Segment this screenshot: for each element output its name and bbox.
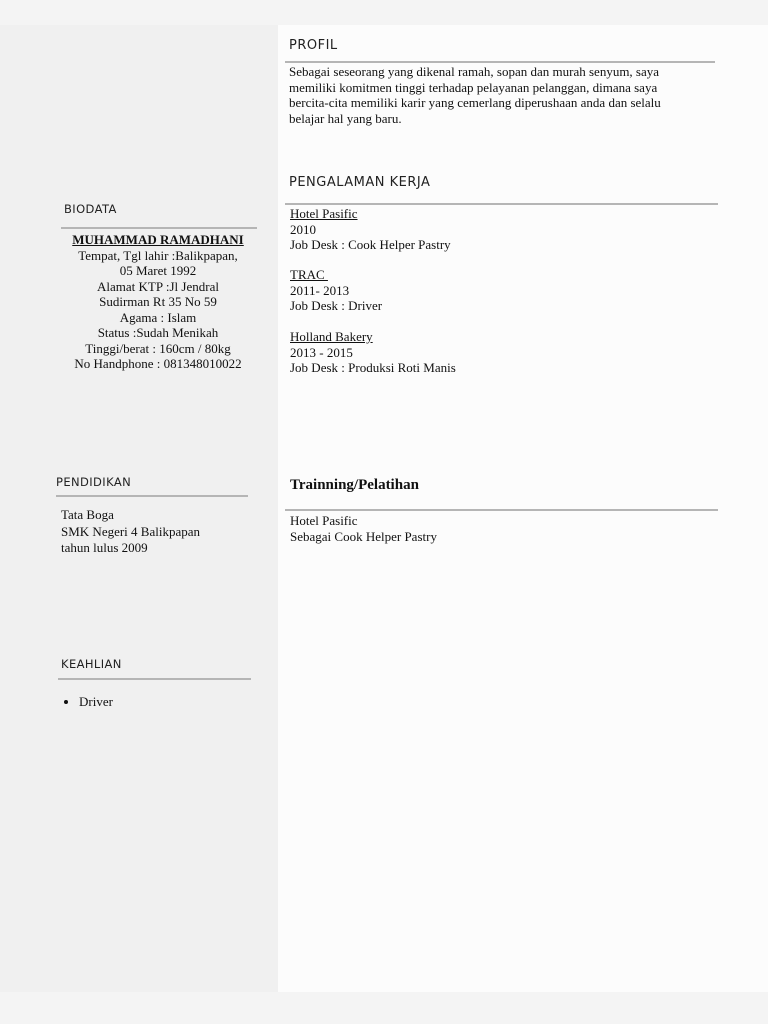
biodata-block xyxy=(56,232,260,372)
biodata-line: Sudirman Rt 35 No 59 xyxy=(99,294,217,309)
education-line: Tata Boga xyxy=(61,507,114,522)
training-divider xyxy=(285,509,718,511)
education-divider xyxy=(56,495,248,497)
biodata-line: No Handphone : 081348010022 xyxy=(74,356,242,371)
job-period: 2011- 2013 xyxy=(290,282,350,298)
job-period: 2010 xyxy=(290,221,316,237)
job-entry xyxy=(290,267,382,314)
job-entry xyxy=(290,329,456,376)
profile-divider xyxy=(285,61,715,63)
skills-divider xyxy=(58,678,251,680)
biodata-line: 05 Maret 1992 xyxy=(119,263,197,278)
experience-divider xyxy=(285,203,718,205)
biodata-line: Tempat, Tgl lahir :Balikpapan, xyxy=(78,247,238,263)
experience-heading: PENGALAMAN KERJA xyxy=(289,175,431,190)
biodata-line: Agama : Islam xyxy=(119,309,197,325)
job-company: Holland Bakery xyxy=(290,329,373,344)
full-name: MUHAMMAD RAMADHANI xyxy=(72,232,244,247)
training-line: Hotel Pasific xyxy=(290,513,358,528)
profile-line: bercita-cita memiliki karir yang cemerlang diperushaan anda dan selalu xyxy=(289,95,661,110)
job-company: TRAC xyxy=(290,267,328,282)
profile-line: Sebagai seseorang yang dikenal ramah, sopan dan murah senyum, saya xyxy=(289,64,660,79)
profile-line: belajar hal yang baru. xyxy=(289,110,402,126)
education-line: SMK Negeri 4 Balikpapan xyxy=(61,523,201,539)
training-heading: Trainning/Pelatihan xyxy=(290,477,419,493)
profile-text xyxy=(289,64,714,126)
skills-list-wrap xyxy=(60,694,113,710)
biodata-divider xyxy=(61,227,257,229)
profile-line: memiliki komitmen tinggi terhadap pelayanan pelanggan, dimana saya xyxy=(289,79,658,95)
biodata-line: Tinggi/berat : 160cm / 80kg xyxy=(85,340,231,356)
training-line: Sebagai Cook Helper Pastry xyxy=(290,528,437,544)
skills-list xyxy=(60,694,113,710)
skill-item: • Driver xyxy=(79,694,113,710)
training-text xyxy=(290,513,437,544)
job-company: Hotel Pasific xyxy=(290,206,358,221)
biodata-heading: BIODATA xyxy=(64,202,117,216)
profile-heading: PROFIL xyxy=(289,38,338,53)
education-heading: PENDIDIKAN xyxy=(56,475,132,489)
biodata-line: Status :Sudah Menikah xyxy=(97,325,219,340)
job-desk: Job Desk : Cook Helper Pastry xyxy=(290,237,451,252)
job-desk: Job Desk : Driver xyxy=(290,298,383,313)
education-line: tahun lulus 2009 xyxy=(61,540,148,555)
skills-heading: KEAHLIAN xyxy=(61,657,122,671)
job-desk: Job Desk : Produksi Roti Manis xyxy=(290,360,456,375)
education-text xyxy=(61,507,200,557)
job-period: 2013 - 2015 xyxy=(290,344,353,360)
biodata-line: Alamat KTP :Jl Jendral xyxy=(97,278,219,294)
job-entry xyxy=(290,206,451,253)
